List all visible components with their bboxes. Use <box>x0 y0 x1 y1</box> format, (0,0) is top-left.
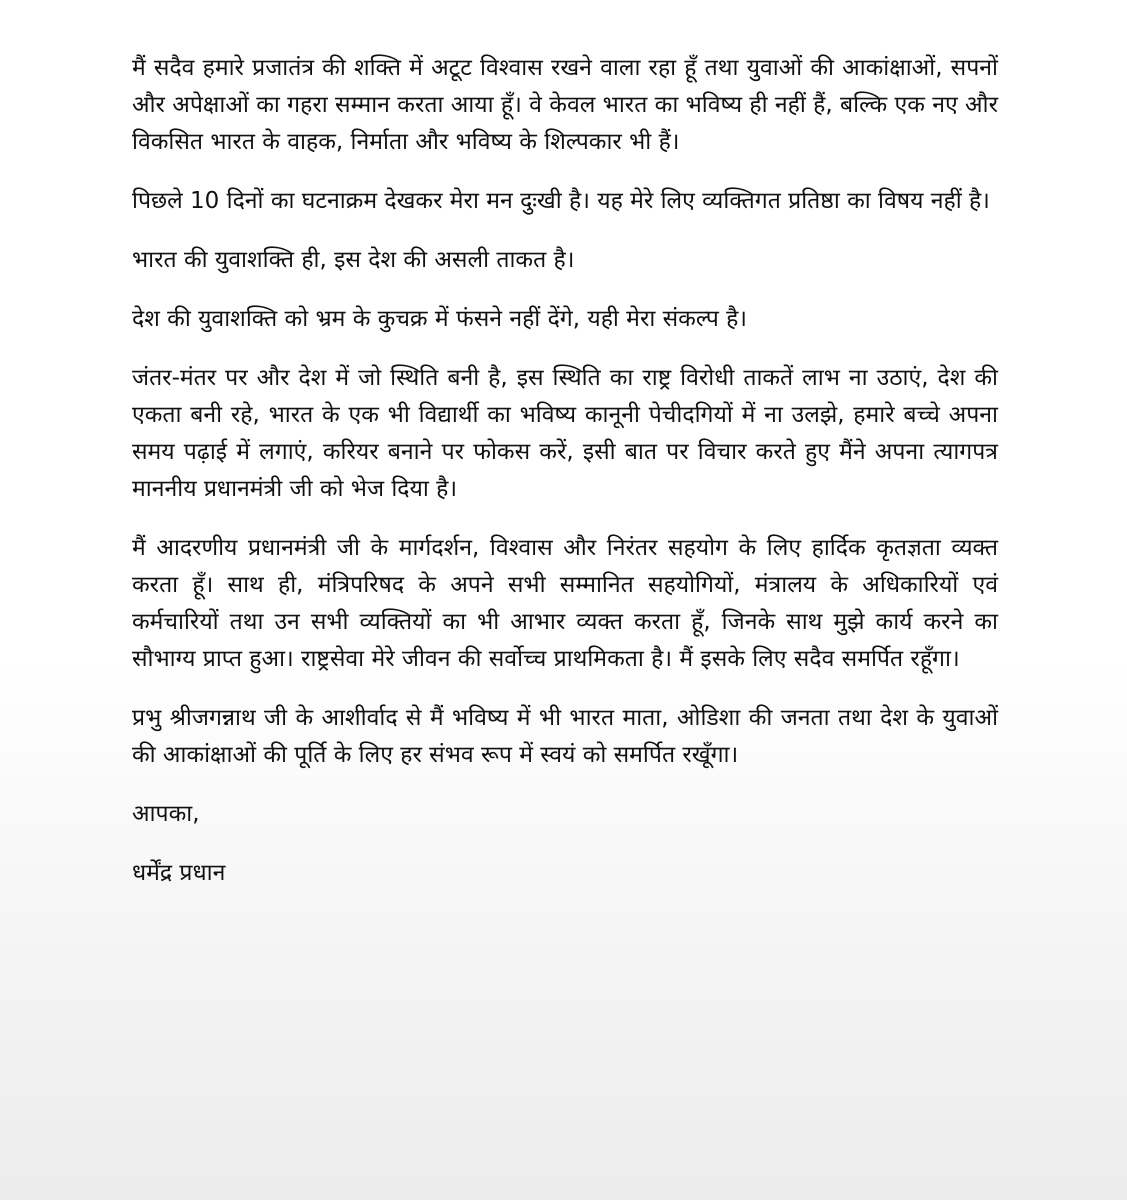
paragraph-resignation: जंतर-मंतर पर और देश में जो स्थिति बनी है, इस स्थिति का राष्ट्र विरोधी ताकतें लाभ ना उठाएं, देश की एकता बनी रहे, भारत के एक भी विद्यार्थी का भविष्य कानूनी पेचीदगियों में ना उलझे, हमारे बच्चे अपना समय पढ़ाई में लगाएं, करियर बनाने पर फोकस करें, इसी बात पर विचार करते हुए मैंने अपना त्यागपत्र माननीय प्रधानमंत्री जी को भेज दिया है। <box>132 365 998 502</box>
paragraph-resolve: देश की युवाशक्ति को भ्रम के कुचक्र में फंसने नहीं देंगे, यही मेरा संकल्प है। <box>132 306 747 332</box>
letter-closing: आपका, <box>132 801 200 827</box>
paragraph-last-ten-days: पिछले 10 दिनों का घटनाक्रम देखकर मेरा मन दुःखी है। यह मेरे लिए व्यक्तिगत प्रतिष्ठा का विषय नहीं है। <box>132 188 990 214</box>
letter-body <box>132 50 998 892</box>
paragraph-democracy-faith: मैं सदैव हमारे प्रजातंत्र की शक्ति में अटूट विश्वास रखने वाला रहा हूँ तथा युवाओं की आकांक्षाओं, सपनों और अपेक्षाओं का गहरा सम्मान करता आया हूँ। वे केवल भारत का भविष्य ही नहीं हैं, बल्कि एक नए और विकसित भारत के वाहक, निर्माता और भविष्य के शिल्पकार भी हैं। <box>132 55 998 155</box>
paragraph-gratitude: मैं आदरणीय प्रधानमंत्री जी के मार्गदर्शन, विश्वास और निरंतर सहयोग के लिए हार्दिक कृतज्ञता व्यक्त करता हूँ। साथ ही, मंत्रिपरिषद के अपने सभी सम्मानित सहयोगियों, मंत्रालय के अधिकारियों एवं कर्मचारियों तथा उन सभी व्यक्तियों का भी आभार व्यक्त करता हूँ, जिनके साथ मुझे कार्य करने का सौभाग्य प्राप्त हुआ। राष्ट्रसेवा मेरे जीवन की सर्वोच्च प्राथमिकता है। मैं इसके लिए सदैव समर्पित रहूँगा। <box>132 535 998 672</box>
paragraph-dedication: प्रभु श्रीजगन्नाथ जी के आशीर्वाद से मैं भविष्य में भी भारत माता, ओडिशा की जनता तथा देश के युवाओं की आकांक्षाओं की पूर्ति के लिए हर संभव रूप में स्वयं को समर्पित रखूँगा। <box>132 705 998 768</box>
letter-signature: धर्मेंद्र प्रधान <box>132 860 226 886</box>
paragraph-youth-strength: भारत की युवाशक्ति ही, इस देश की असली ताकत है। <box>132 247 575 273</box>
